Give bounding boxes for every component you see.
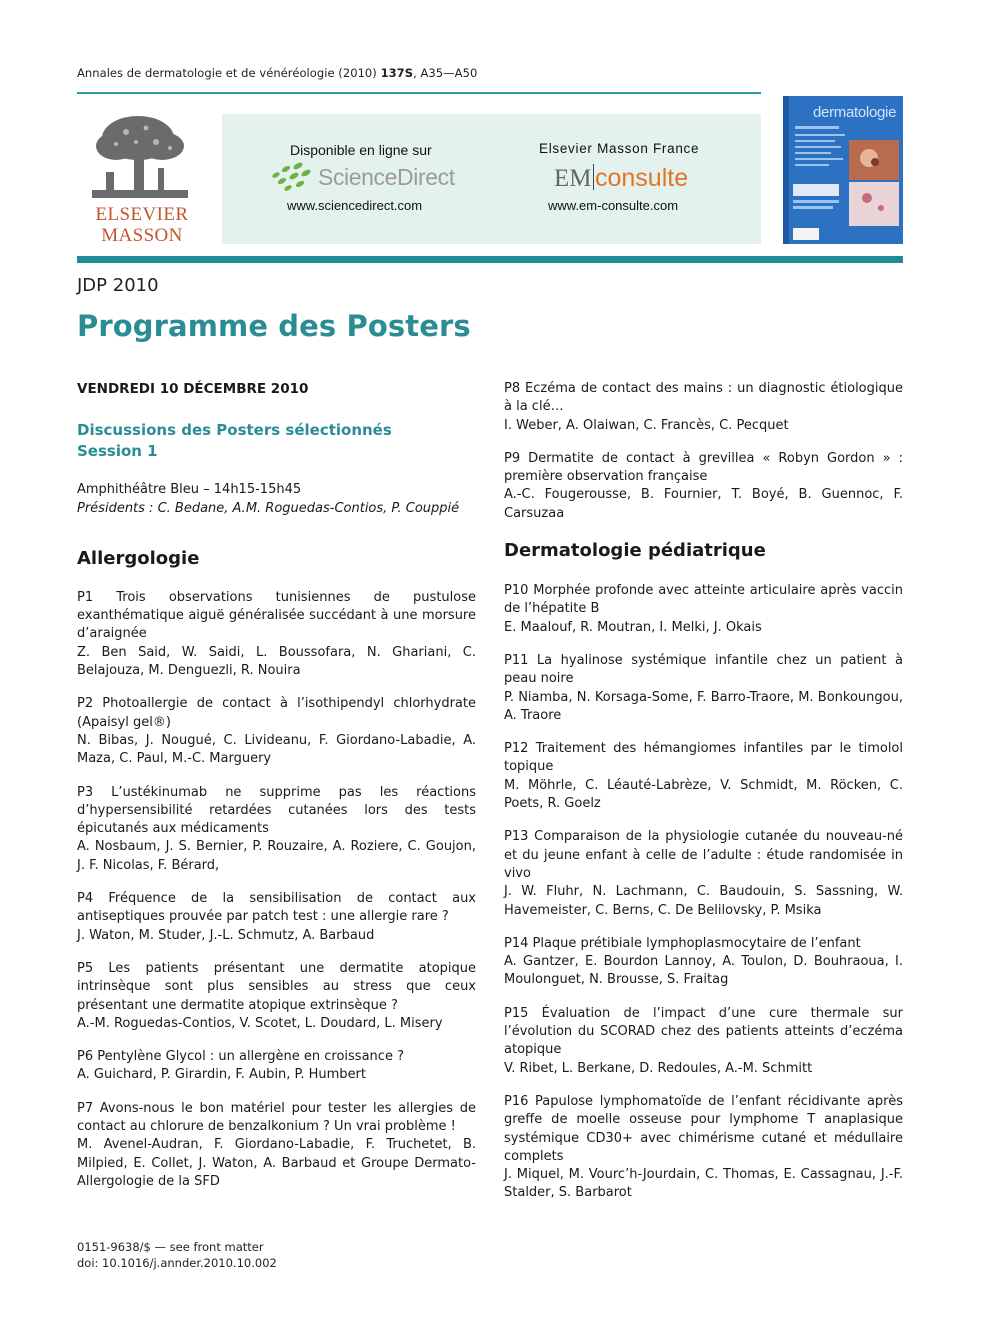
poster-authors: V. Ribet, L. Berkane, D. Redoules, A.-M. Schmitt: [504, 1060, 813, 1076]
journal-citation: Annales de dermatologie et de vénéréologie (2010) 137S, A35—A50: [77, 66, 478, 80]
poster-title: P4 Fréquence de la sensibilisation de contact aux antiseptiques prouvée par patch test : une allergie rare ?: [77, 891, 476, 925]
poster-authors: J. Miquel, M. Vourc’h-Jourdain, C. Thomas, E. Cassagnau, J.-F. Stalder, S. Barbarot: [504, 1167, 903, 1201]
consulte-word: consulte: [595, 164, 689, 192]
poster-entry-p4: [77, 890, 476, 945]
publisher-line-2: MASSON: [101, 225, 183, 246]
poster-authors: N. Bibas, J. Nougué, C. Livideanu, F. Giordano-Labadie, A. Maza, C. Paul, M.-C. Marguery: [77, 732, 476, 767]
sciencedirect-url[interactable]: www.sciencedirect.com: [287, 198, 423, 213]
poster-title: P2 Photoallergie de contact à l’isothipendyl chlorhydrate (Apaisyl gel®): [77, 696, 476, 730]
em-letters: EM: [554, 165, 592, 192]
publisher-wordmark: [92, 204, 192, 246]
poster-authors: M. Möhrle, C. Léauté-Labrèze, V. Schmidt, M. Röcken, C. Poets, R. Goelz: [504, 777, 903, 812]
page-footer: [77, 1239, 277, 1271]
poster-title: P16 Papulose lymphomatoïde de l’enfant récidivante après greffe de moelle osseuse pour lymphome T anaplasique systémique CD30+ avec chimérisme cutané et médullaire complets: [504, 1093, 903, 1164]
day-heading: VENDREDI 10 DÉCEMBRE 2010: [77, 381, 309, 397]
conference-label: JDP 2010: [77, 275, 159, 296]
cover-title: dermatologie: [813, 104, 897, 121]
left-column: [77, 380, 476, 1206]
elsevier-masson-logo: [86, 112, 196, 246]
session-presidents: Présidents : C. Bedane, A.M. Roguedas-Contios, P. Couppié: [77, 500, 460, 516]
tree-icon: [86, 112, 196, 202]
journal-name: Annales de dermatologie et de vénéréologie (2010): [77, 66, 377, 80]
em-consulte-url[interactable]: www.em-consulte.com: [548, 198, 679, 213]
poster-title: P15 Évaluation de l’impact d’une cure thermale sur l’évolution du SCORAD chez des patients atteints d’eczéma atopique: [504, 1005, 903, 1058]
poster-title: P7 Avons-nous le bon matériel pour tester les allergies de contact au chlorure de benzalkonium ? Un vrai problème !: [77, 1100, 476, 1135]
poster-authors: M. Avenel-Audran, F. Giordano-Labadie, F. Truchetet, B. Milpied, E. Collet, J. Waton, A. Barbaud et Groupe Dermato-Allergologie de la SFD: [77, 1137, 476, 1189]
poster-entry-p14: [504, 935, 903, 990]
poster-authors: A. Guichard, P. Girardin, F. Aubin, P. Humbert: [77, 1067, 367, 1083]
session-meta: [77, 481, 476, 518]
session-line-1: Discussions des Posters sélectionnés: [77, 421, 392, 440]
issn-line: 0151-9638/$ — see front matter: [77, 1240, 264, 1254]
poster-title: P11 La hyalinose systémique infantile chez un patient à peau noire: [504, 652, 903, 687]
poster-entry-p2: [77, 695, 476, 768]
poster-entry-p13: [504, 828, 903, 919]
poster-title: P14 Plaque prétibiale lymphoplasmocytaire de l’enfant: [504, 935, 861, 951]
poster-entry-p3: [77, 784, 476, 875]
poster-entry-p5: [77, 960, 476, 1033]
sciencedirect-dots-icon: [268, 161, 318, 193]
poster-authors: J. Waton, M. Studer, J.-L. Schmutz, A. Barbaud: [77, 927, 375, 943]
page-title: Programme des Posters: [77, 309, 471, 343]
em-divider: [593, 164, 595, 190]
poster-entry-p11: [504, 652, 903, 725]
doi-line[interactable]: doi: 10.1016/j.annder.2010.10.002: [77, 1256, 277, 1270]
session-location: Amphithéâtre Bleu – 14h15-15h45: [77, 482, 302, 498]
header-rule: [77, 92, 761, 94]
section-allergologie: Allergologie: [77, 547, 200, 569]
poster-title: P13 Comparaison de la physiologie cutanée du nouveau-né et du jeune enfant à celle de l’adulte : étude randomisée in vivo: [504, 829, 903, 881]
poster-authors: A. Nosbaum, J. S. Bernier, P. Rouzaire, A. Roziere, C. Goujon, J. F. Nicolas, F. Bérard,: [77, 839, 476, 873]
journal-volume: 137S: [380, 66, 414, 80]
poster-entry-p16: [504, 1093, 903, 1203]
poster-title: P9 Dermatite de contact à grevillea « Robyn Gordon » : première observation française: [504, 450, 903, 485]
header-bottom-rule: [77, 256, 903, 263]
poster-authors: A.-M. Roguedas-Contios, V. Scotet, L. Doudard, L. Misery: [77, 1015, 443, 1031]
poster-title: P8 Eczéma de contact des mains : un diagnostic étiologique à la clé…: [504, 381, 903, 415]
poster-authors: Z. Ben Said, W. Saidi, L. Boussofara, N. Ghariani, C. Belajouza, M. Denguezli, R. Nouira: [77, 644, 476, 679]
poster-authors: A. Gantzer, E. Bourdon Lannoy, A. Toulon, D. Bouhraoua, I. Moulonguet, N. Brousse, S. Fraitag: [504, 954, 903, 988]
poster-title: P10 Morphée profonde avec atteinte articulaire après vaccin de l’hépatite B: [504, 583, 903, 617]
poster-title: P1 Trois observations tunisiennes de pustulose exanthématique aiguë généralisée succédant à une morsure d’araignée: [77, 589, 476, 642]
poster-entry-p10: [504, 582, 903, 637]
em-company-name: Elsevier Masson France: [539, 141, 700, 156]
poster-authors: J. W. Fluhr, N. Lachmann, C. Baudouin, S. Sassning, W. Havemeister, C. Berns, C. De Belilovsky, P. Msika: [504, 884, 903, 918]
poster-title: P5 Les patients présentant une dermatite atopique intrinsèque sont plus sensibles au stress que ceux présentant une dermatite atopique extrinsèque ?: [77, 960, 476, 1013]
poster-entry-p7: [77, 1100, 476, 1191]
journal-cover-image: [783, 96, 903, 244]
session-title: [77, 420, 476, 462]
publisher-line-1: ELSEVIER: [95, 204, 189, 225]
poster-authors: I. Weber, A. Olaiwan, C. Francès, C. Pecquet: [504, 417, 789, 433]
sciencedirect-name: ScienceDirect: [318, 164, 455, 190]
em-consulte-logo: [554, 163, 688, 194]
poster-authors: E. Maalouf, R. Moutran, I. Melki, J. Okais: [504, 619, 762, 635]
poster-entry-p12: [504, 740, 903, 813]
poster-entry-p15: [504, 1005, 903, 1078]
poster-title: P6 Pentylène Glycol : un allergène en croissance ?: [77, 1049, 404, 1065]
poster-title: P12 Traitement des hémangiomes infantiles par le timolol topique: [504, 741, 903, 775]
poster-authors: P. Niamba, N. Korsaga-Some, F. Barro-Traore, M. Bonkoungou, A. Traore: [504, 689, 903, 723]
sd-available-text: Disponible en ligne sur: [290, 142, 432, 158]
right-column: [504, 380, 903, 1218]
poster-entry-p9: [504, 450, 903, 523]
session-line-2: Session 1: [77, 442, 158, 461]
poster-entry-p6: [77, 1048, 476, 1085]
poster-title: P3 L’ustékinumab ne supprime pas les réactions d’hypersensibilité retardées cutanées lors des tests épicutanés aux médicaments: [77, 784, 476, 837]
poster-entry-p8: [504, 380, 903, 435]
section-dermatologie-pediatrique: Dermatologie pédiatrique: [504, 540, 766, 562]
poster-authors: A.-C. Fougerousse, B. Fournier, T. Boyé, B. Guennoc, F. Carsuzaa: [504, 487, 903, 521]
poster-entry-p1: [77, 589, 476, 680]
journal-pages: A35—A50: [420, 66, 478, 80]
